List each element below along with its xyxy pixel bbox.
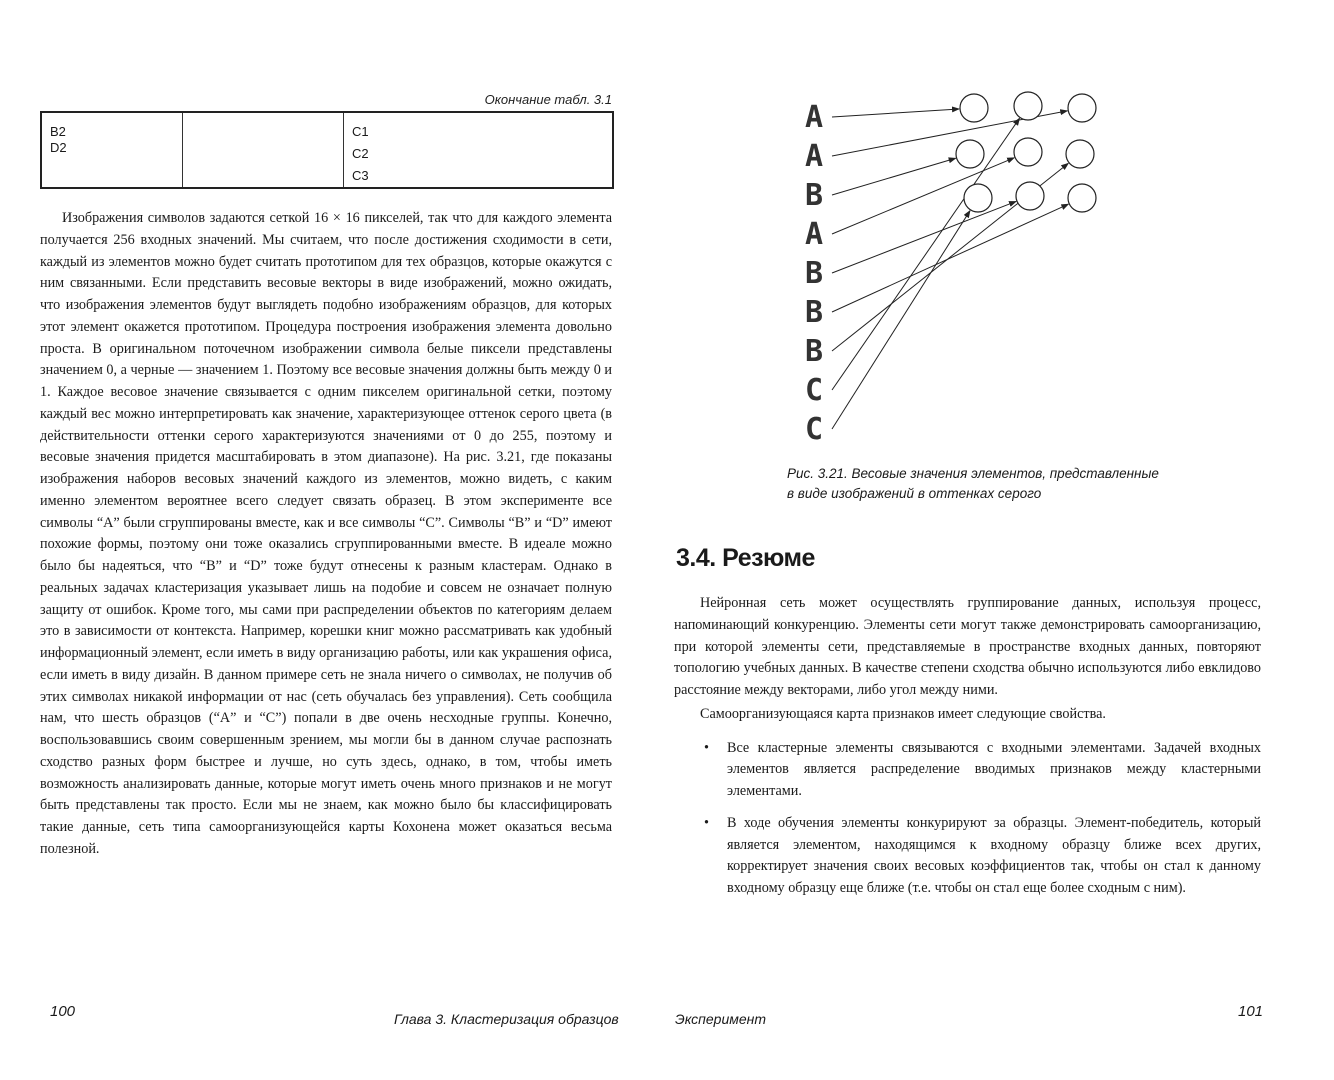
bullet-icon: • (704, 814, 709, 831)
figure-letter: B (804, 334, 824, 369)
left-page (0, 0, 660, 1080)
cluster-node (1068, 94, 1096, 122)
table-cell-col3 (344, 112, 614, 188)
figure-letter: C (804, 412, 824, 447)
table-cell-text: C1 (352, 124, 369, 139)
bullet-icon: • (704, 739, 709, 756)
running-head-left: Глава 3. Кластеризация образцов (394, 1011, 619, 1027)
list-item (674, 813, 1261, 900)
table-cell-col2 (183, 112, 344, 188)
connection-arrow (832, 118, 1019, 390)
list-item-text: В ходе обучения элементы конкурируют за образцы. Элемент-победитель, который является элементом, находящимся к входному образцу ближе всех других, корректирует значения своих весовых коэффициентов так, чтобы он стал к данному входному образцу еще ближе (т.е. чтобы он стал еще более сходным с ним). (727, 814, 1261, 896)
figure-letter: A (804, 217, 824, 252)
connection-arrow (832, 201, 1016, 273)
paragraph: Самоорганизующаяся карта признаков имеет следующие свойства. (700, 705, 1106, 722)
cluster-node (1016, 182, 1044, 210)
table-cell-text: B2 (50, 124, 66, 139)
figure-letter: A (804, 100, 824, 135)
connection-arrow (832, 109, 959, 117)
section-heading: 3.4. Резюме (676, 544, 815, 572)
list-item (674, 738, 1261, 803)
right-body-text (674, 593, 1261, 910)
paragraph: Изображения символов задаются сеткой 16 × 16 пикселей, так что для каждого элемента получается 256 входных значений. Мы считаем, что после достижения сходимости в сети, каждый из элементов можно будет считать прототипом для тех образцов, которые окажутся с ним связанными. Если представить весовые векторы в виде изображений, можно ожидать, что изображения элементов будут выглядеть подобно изображениям образцов, для которых этот элемент окажется прототипом. Процедура построения изображения элемента довольно проста. В оригинальном поточечном изображении символа белые пиксели представлены значением 0, а черные — значением 1. Поэтому все весовые значения должны быть между 0 и 1. Каждое весовое значение связывается с одним пикселем оригинальной сетки, поэтому каждый вес можно интерпретировать как значение, характеризующее оттенок серого цвета (в действительности оттенки серого характеризуются значениями от 0 до 255, поэтому и весовые значения придется масштабировать в этом диапазоне). На рис. 3.21, где показаны изображения наборов весовых значений каждого из элементов, можно видеть, с каким именно элементом вероятнее всего следует связать образец. В этом эксперименте все символы “A” были сгруппированы вместе, как и все символы “C”. Символы “B” и “D” имеют похожие формы, поэтому они тоже оказались сгруппированными вместе. В идеале можно было бы надеяться, что “B” и “D” тоже будут отнесены к разным кластерам. Однако в реальных задачах кластеризация указывает лишь на подобие и совсем не означает полную защиту от ошибок. Кроме того, мы сами при распределении объектов по категориям делаем это в зависимости от контекста. Например, корешки книг можно рассматривать как удобный информационный элемент, если иметь в виду организацию работы, или как украшения офиса, если иметь в виду дизайн. В данном примере сеть не знала ничего о символах, не получив об этих символах никакой информации от нас (сеть обучалась без управления). Сеть сообщила нам, что шесть образцов (“A” и “C”) попали в две очень несходные группы. Конечно, воспользовавшись своим совершенным зрением, мы могли бы в данном случае распознать сходство разных форм быстрее и лучше, но суть здесь, однако, в том, чтобы иметь возможность анализировать данные, которые могут иметь очень много признаков и не могут быть представлены так просто. Если мы не знаем, как можно было бы классифицировать такие данные, сеть типа самоорганизующейся карты Кохонена может оказаться весьма полезной. (40, 210, 612, 857)
figure-letter: A (804, 139, 824, 174)
cluster-node (956, 140, 984, 168)
table-cell-text: C2 (352, 146, 369, 161)
figure-letter: B (804, 178, 824, 213)
connection-arrow (832, 204, 1068, 312)
kohonen-map-figure (794, 86, 1194, 456)
cluster-node (1068, 184, 1096, 212)
paragraph: Нейронная сеть может осуществлять группирование данных, используя процесс, напоминающий конкуренцию. Элементы сети могут также демонстрировать самоорганизацию, при которой элементы сети, представляемые в пространстве входных данных, повторяют топологию учебных данных. В качестве степени сходства обычно используются либо евклидово расстояние между векторами, либо угол между ними. (674, 595, 1261, 698)
bullet-list (674, 738, 1261, 900)
connection-arrow (832, 158, 956, 195)
table-cell-text: D2 (50, 140, 67, 155)
continuation-table (40, 111, 614, 189)
left-body-text (40, 208, 612, 861)
table-cell-text: C3 (352, 168, 369, 183)
running-head-right: Эксперимент (675, 1011, 766, 1027)
cluster-node (1014, 92, 1042, 120)
figure-letter: C (804, 373, 824, 408)
cluster-node (1014, 138, 1042, 166)
connection-arrow (832, 211, 970, 429)
figure-letter: B (804, 295, 824, 330)
table-caption: Окончание табл. 3.1 (484, 92, 612, 107)
page-number-left: 100 (50, 1003, 76, 1020)
list-item-text: Все кластерные элементы связываются с входными элементами. Задачей входных элементов является распределение вводимых признаков между кластерными элементами. (727, 739, 1261, 799)
figure-caption: Рис. 3.21. Весовые значения элементов, представленные в виде изображений в оттенках серого (787, 466, 1159, 501)
table-cell-col1 (41, 112, 183, 188)
page-number-right: 101 (1238, 1003, 1264, 1020)
right-page (660, 0, 1334, 1080)
cluster-node (1066, 140, 1094, 168)
figure-letter: B (804, 256, 824, 291)
cluster-node (960, 94, 988, 122)
cluster-node (964, 184, 992, 212)
